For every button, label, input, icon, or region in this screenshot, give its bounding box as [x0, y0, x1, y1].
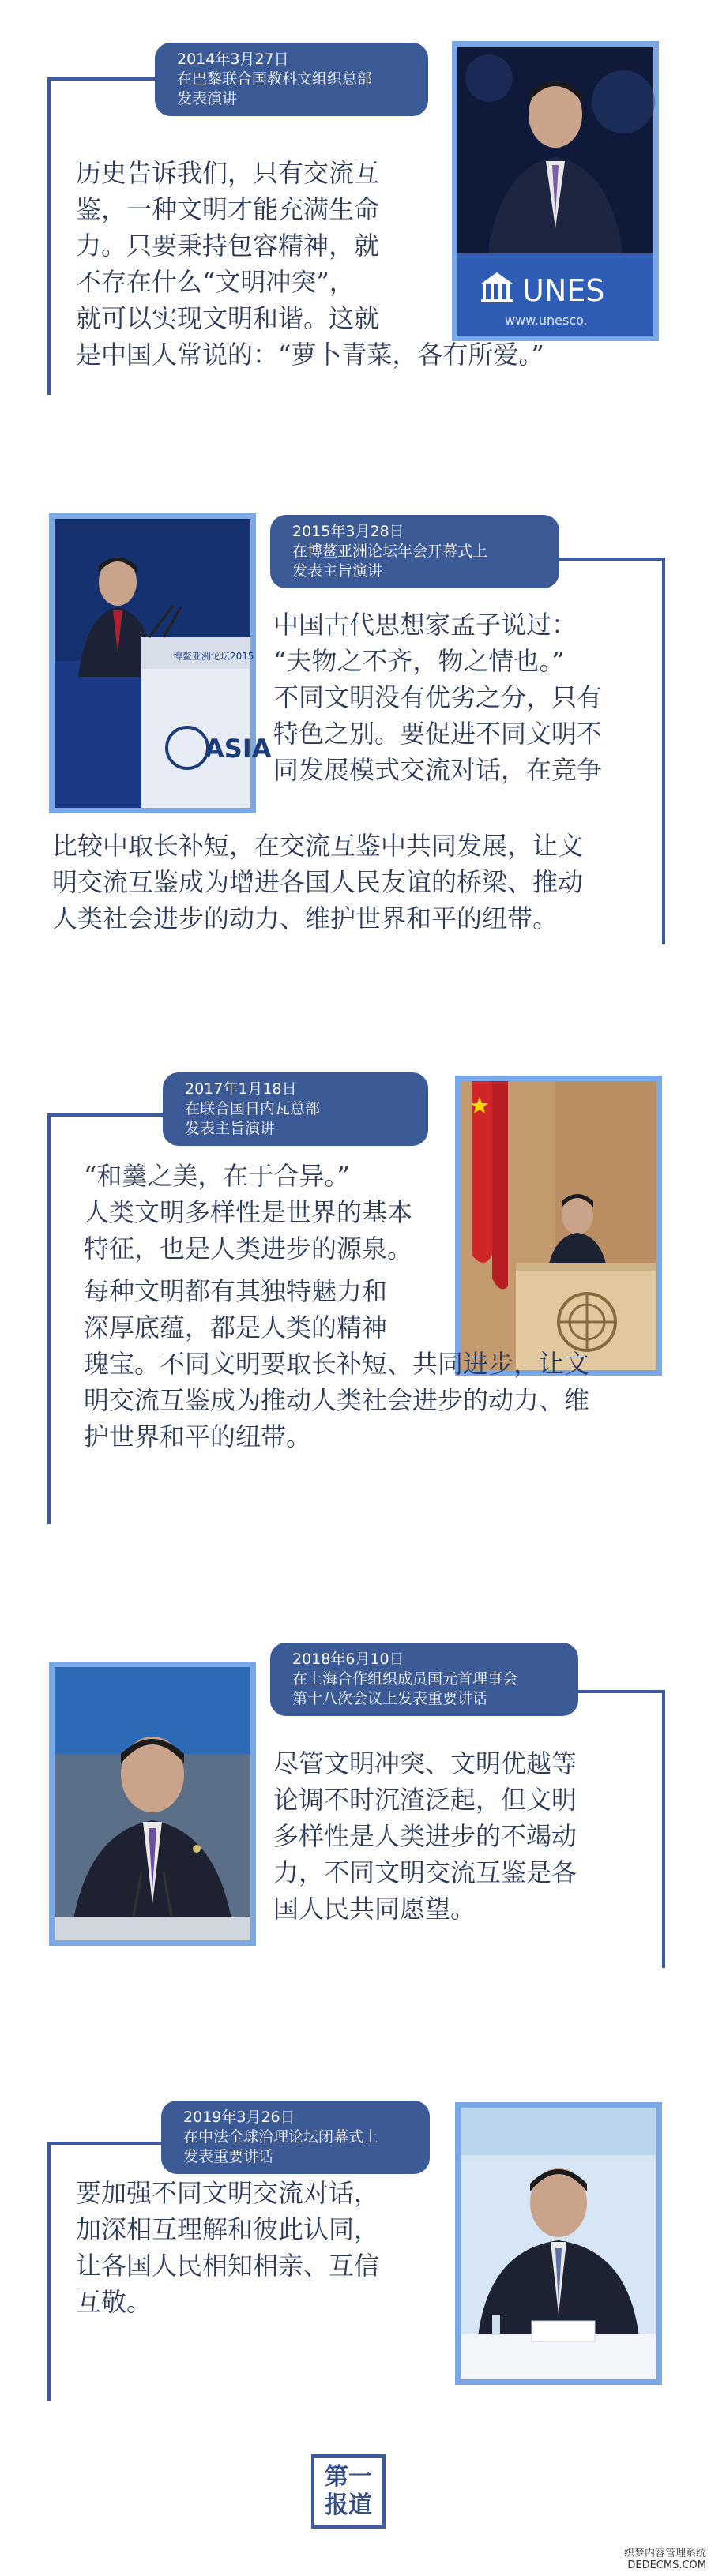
- unesco-wordmark: UNES: [522, 273, 605, 308]
- quote-line: 同发展模式交流对话，在竞争: [273, 755, 603, 785]
- logo-line-2: 报道: [325, 2492, 372, 2519]
- podium-logo-text: ASIA: [205, 734, 272, 764]
- section4-date-badge: [270, 1643, 578, 1716]
- quote-line: 不同文明没有优劣之分，只有: [273, 682, 603, 712]
- unesco-url: www.unesco.: [505, 313, 588, 328]
- quote-line: 是中国人常说的：“萝卜青菜，各有所爱。”: [76, 340, 544, 370]
- section5-left-line: [47, 2142, 51, 2401]
- section2-right-line: [662, 558, 665, 944]
- section2-photo: [49, 513, 272, 813]
- section4-top-line: [569, 1690, 665, 1693]
- quote-line: 力，不同文明交流互鉴是各: [273, 1857, 577, 1887]
- badge-date: 2017年1月18日: [185, 1080, 297, 1098]
- section1-left-line: [47, 77, 51, 395]
- section3-top-line: [47, 1113, 166, 1117]
- section4-photo: [49, 1662, 256, 1946]
- badge-date: 2019年3月26日: [183, 2108, 295, 2126]
- badge-line: 在博鳌亚洲论坛年会开幕式上: [292, 543, 488, 560]
- first-report-logo: [311, 2454, 386, 2529]
- badge-date: 2015年3月28日: [292, 523, 404, 540]
- section4-right-line: [662, 1690, 665, 1968]
- section2-quote-a: [273, 606, 602, 788]
- section1-quote: [76, 155, 544, 373]
- quote-line: 互敬。: [76, 2287, 152, 2317]
- quote-line: 瑰宝。不同文明要取长补短、共同进步，让文: [84, 1349, 590, 1379]
- section3-quote-b: [84, 1273, 589, 1455]
- quote-line: 力。只要秉持包容精神，就: [76, 231, 380, 261]
- quote-line: 历史告诉我们，只有交流互: [76, 158, 380, 188]
- quote-line: 尽管文明冲突、文明优越等: [273, 1748, 577, 1778]
- section1-date-badge: [155, 43, 428, 116]
- quote-line: 就可以实现文明和谐。这就: [76, 303, 380, 333]
- quote-line: 人类文明多样性是世界的基本: [84, 1197, 413, 1227]
- quote-line: 要加强不同文明交流对话，: [76, 2178, 380, 2208]
- speaker-illustration: [461, 2108, 656, 2379]
- section3-date-badge: [163, 1072, 428, 1146]
- quote-line: 明交流互鉴成为增进各国人民友谊的桥梁、推动: [52, 867, 584, 897]
- badge-line: 在中法全球治理论坛闭幕式上: [183, 2128, 379, 2146]
- section1-top-line: [47, 77, 158, 81]
- watermark-line-2: DEDECMS.COM: [627, 2559, 706, 2571]
- section2-date-badge: [270, 515, 559, 588]
- quote-line: 国人民共同愿望。: [273, 1894, 476, 1924]
- quote-line: 特色之别。要促进不同文明不: [273, 719, 603, 749]
- quote-line: “和羹之美，在于合异。”: [84, 1161, 350, 1191]
- section2-top-line: [553, 558, 665, 561]
- badge-line: 在上海合作组织成员国元首理事会: [292, 1670, 518, 1688]
- badge-line: 在巴黎联合国教科文组织总部: [177, 70, 373, 88]
- badge-line: 发表重要讲话: [183, 2148, 274, 2165]
- quote-line: 中国古代思想家孟子说过：: [273, 610, 577, 640]
- quote-line: 人类社会进步的动力、维护世界和平的纽带。: [52, 903, 559, 933]
- badge-date: 2018年6月10日: [292, 1650, 404, 1668]
- badge-line: 发表演讲: [177, 90, 238, 107]
- quote-line: 鉴，一种文明才能充满生命: [76, 194, 380, 224]
- watermark: [624, 2548, 706, 2571]
- section3-left-line: [47, 1113, 51, 1524]
- quote-line: 深厚底蕴，都是人类的精神: [84, 1312, 388, 1342]
- quote-line: 每种文明都有其独特魅力和: [84, 1276, 388, 1306]
- quote-line: 让各国人民相知相亲、互信: [76, 2251, 380, 2281]
- quote-line: 护世界和平的纽带。: [84, 1421, 312, 1451]
- badge-date: 2014年3月27日: [177, 51, 289, 68]
- section5-top-line: [47, 2142, 166, 2145]
- quote-line: 多样性是人类进步的不竭动: [273, 1821, 577, 1851]
- section2-quote-b: [52, 828, 583, 937]
- section3-quote-a: [84, 1158, 412, 1267]
- quote-line: 论调不时沉渣泛起，但文明: [273, 1785, 577, 1815]
- badge-line: 在联合国日内瓦总部: [185, 1100, 321, 1117]
- quote-line: 明交流互鉴成为推动人类社会进步的动力、维: [84, 1385, 590, 1415]
- section4-quote: [273, 1745, 577, 1927]
- quote-line: 特征，也是人类进步的源泉。: [84, 1234, 413, 1264]
- section5-date-badge: [161, 2101, 430, 2174]
- badge-line: 发表主旨演讲: [185, 1120, 276, 1137]
- podium-title: 博鳌亚洲论坛2015: [173, 651, 254, 662]
- speaker-illustration: [55, 1667, 250, 1940]
- quote-line: 比较中取长补短，在交流互鉴中共同发展，让文: [52, 831, 584, 861]
- section5-photo: [455, 2102, 662, 2385]
- badge-line: 第十八次会议上发表重要讲话: [292, 1690, 488, 1707]
- logo-line-1: 第一: [325, 2463, 372, 2491]
- speaker-illustration: [55, 519, 272, 808]
- quote-line: 不存在什么“文明冲突”，: [76, 267, 355, 297]
- badge-line: 发表主旨演讲: [292, 562, 383, 580]
- quote-line: “夫物之不齐，物之情也。”: [273, 646, 565, 676]
- watermark-line-1: 织梦内容管理系统: [623, 2548, 706, 2559]
- quote-line: 加深相互理解和彼此认同，: [76, 2214, 380, 2244]
- section5-quote: [76, 2175, 379, 2320]
